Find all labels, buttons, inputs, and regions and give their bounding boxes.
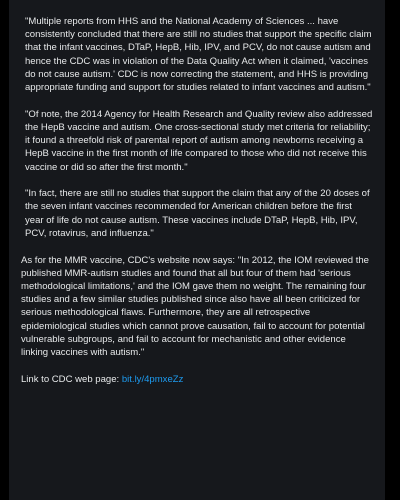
- link-prefix: Link to CDC web page:: [21, 373, 122, 385]
- link-line: [21, 373, 373, 386]
- quote-paragraph-2: "Of note, the 2014 Agency for Health Research and Quality review also addressed the HepB vaccine and autism. One cross-sectional study met criteria for reliability; it found a threefold risk of parental report of autism among newborns receiving a HepB vaccine in the first month of life compared to those who did not receive this vaccine or did so after the first month.": [25, 108, 373, 173]
- cdc-link[interactable]: bit.ly/4pmxeZz: [121, 373, 184, 385]
- mmr-paragraph: As for the MMR vaccine, CDC's website now says: "In 2012, the IOM reviewed the published MMR-autism studies and found that all but four of them had 'serious methodological limitations,' and the IOM gave them no weight. The remaining four studies and a few similar studies published since also have all been criticized for serious methodological flaws. Furthermore, they are all retrospective epidemiological studies which cannot prove causation, fail to account for potential vulnerable subgroups, and fail to account for mechanistic and other evidence linking vaccines with autism.": [21, 254, 369, 358]
- post-body: [9, 0, 385, 500]
- quote-paragraph-1: "Multiple reports from HHS and the National Academy of Sciences ... have consistently concluded that there are still no studies that support the specific claim that the infant vaccines, DTaP, HepB, Hib, IPV, and PCV, do not cause autism and hence the CDC was in violation of the Data Quality Act when it claimed, 'vaccines do not cause autism.' CDC is now correcting the statement, and HHS is providing appropriate funding and support for studies related to infant vaccines and autism.": [25, 16, 372, 94]
- quote-paragraph-3: "In fact, there are still no studies that support the claim that any of the 20 doses of the seven infant vaccines recommended for American children before the first year of life do not cause autism. These vaccines include DTaP, HepB, Hib, IPV, PCV, rotavirus, and influenza.": [25, 188, 370, 239]
